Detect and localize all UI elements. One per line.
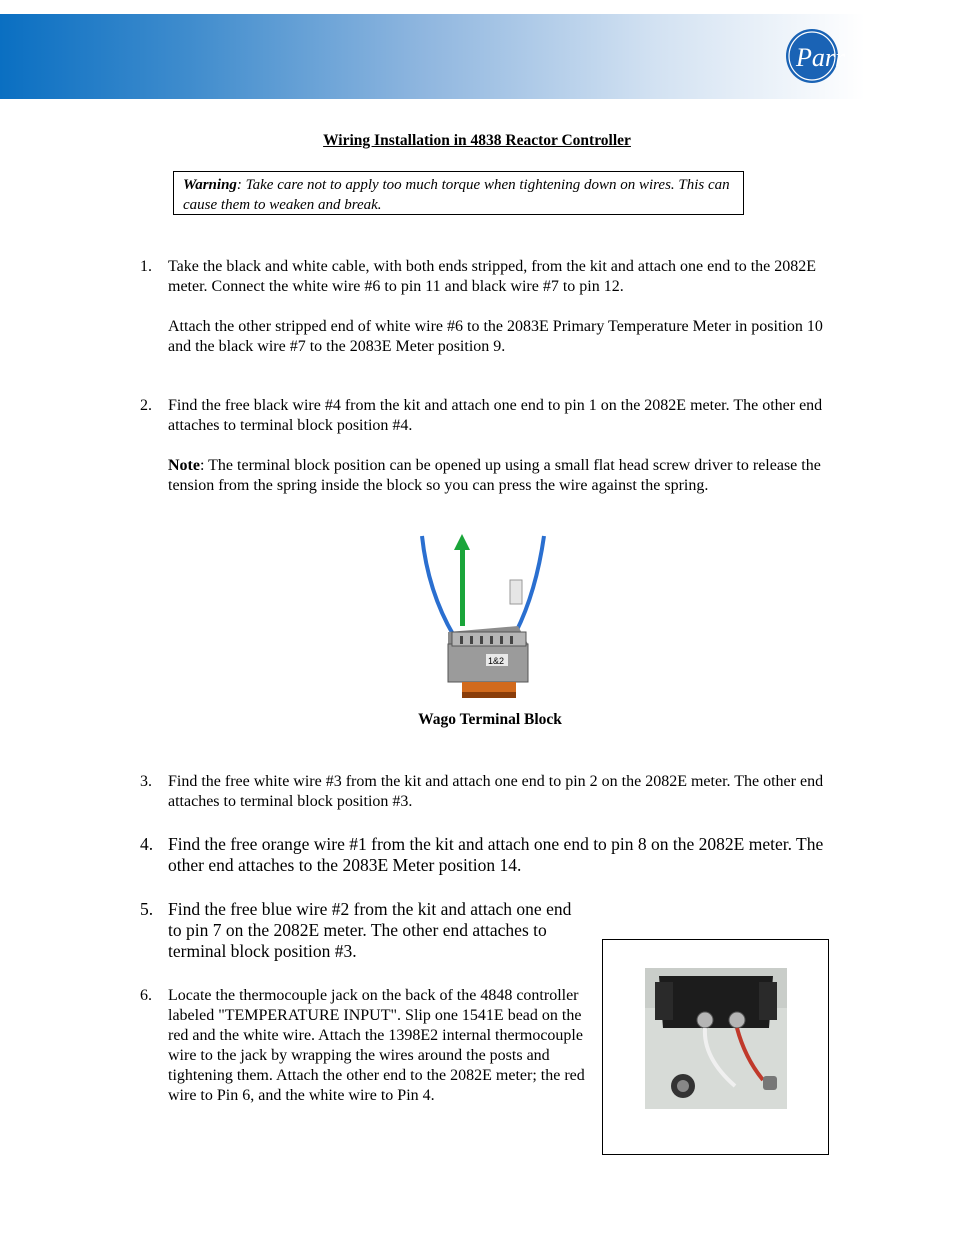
step-number: 6. bbox=[140, 987, 152, 1004]
step-text: Take the black and white cable, with both ends stripped, from the kit and attach one end to the 2082E meter. Connect the white wire #6 to pin 11 and black wire #7 to pin 12. bbox=[168, 258, 817, 295]
step-5 bbox=[140, 899, 580, 962]
thermocouple-photo-frame bbox=[602, 939, 829, 1155]
block-label: 1&2 bbox=[488, 656, 505, 666]
step-text: Find the free blue wire #2 from the kit and attach one end to pin 7 on the 2082E meter. The other end attaches to terminal block position #3. bbox=[168, 899, 572, 961]
step-text: Find the free white wire #3 from the kit and attach one end to pin 2 on the 2082E meter. The other end attaches to terminal block position #3. bbox=[168, 773, 824, 810]
warning-label: Warning bbox=[183, 177, 237, 193]
logo-text: Parr bbox=[796, 43, 846, 72]
figure-caption: Wago Terminal Block bbox=[418, 711, 562, 728]
parr-logo bbox=[782, 26, 850, 84]
step-text: Attach the other stripped end of white wire #6 to the 2083E Primary Temperature Meter in position 10 and the black wire #7 to the 2083E Meter position 9. bbox=[168, 318, 823, 355]
step-number: 1. bbox=[140, 258, 152, 275]
step-number: 3. bbox=[140, 773, 152, 790]
step-4 bbox=[140, 834, 830, 876]
wago-terminal-block-figure bbox=[418, 532, 548, 704]
step-3 bbox=[140, 772, 830, 812]
step-6 bbox=[140, 986, 590, 1106]
step-number: 4. bbox=[140, 834, 154, 854]
warning-text: : Take care not to apply too much torque when tightening down on wires. This can cause them to weaken and break. bbox=[183, 177, 730, 213]
step-number: 5. bbox=[140, 899, 154, 919]
note bbox=[168, 456, 830, 496]
step-text: Find the free black wire #4 from the kit and attach one end to pin 1 on the 2082E meter. The other end attaches to terminal block position #4. bbox=[168, 397, 823, 434]
step-1 bbox=[140, 257, 830, 357]
warning-box bbox=[173, 171, 744, 215]
page-title: Wiring Installation in 4838 Reactor Controller bbox=[323, 132, 631, 149]
note-text: : The terminal block position can be opened up using a small flat head screw driver to release the tension from the spring inside the block so you can press the wire against the spring. bbox=[168, 457, 821, 494]
note-label: Note bbox=[168, 457, 200, 474]
step-text: Find the free orange wire #1 from the kit and attach one end to pin 8 on the 2082E meter. The other end attaches to the 2083E Meter position 14. bbox=[168, 834, 824, 875]
step-2 bbox=[140, 396, 830, 496]
thermocouple-jack-photo bbox=[645, 968, 787, 1109]
step-text: Locate the thermocouple jack on the back of the 4848 controller labeled "TEMPERATURE INPUT". Slip one 1541E bead on the red and the white wire. Attach the 1398E2 internal thermocouple wire to the jack by wrapping the wires around the posts and tightening them. Attach the other end to the 2082E meter; the red wire to Pin 6, and the white wire to Pin 4. bbox=[168, 987, 585, 1104]
step-number: 2. bbox=[140, 397, 152, 414]
